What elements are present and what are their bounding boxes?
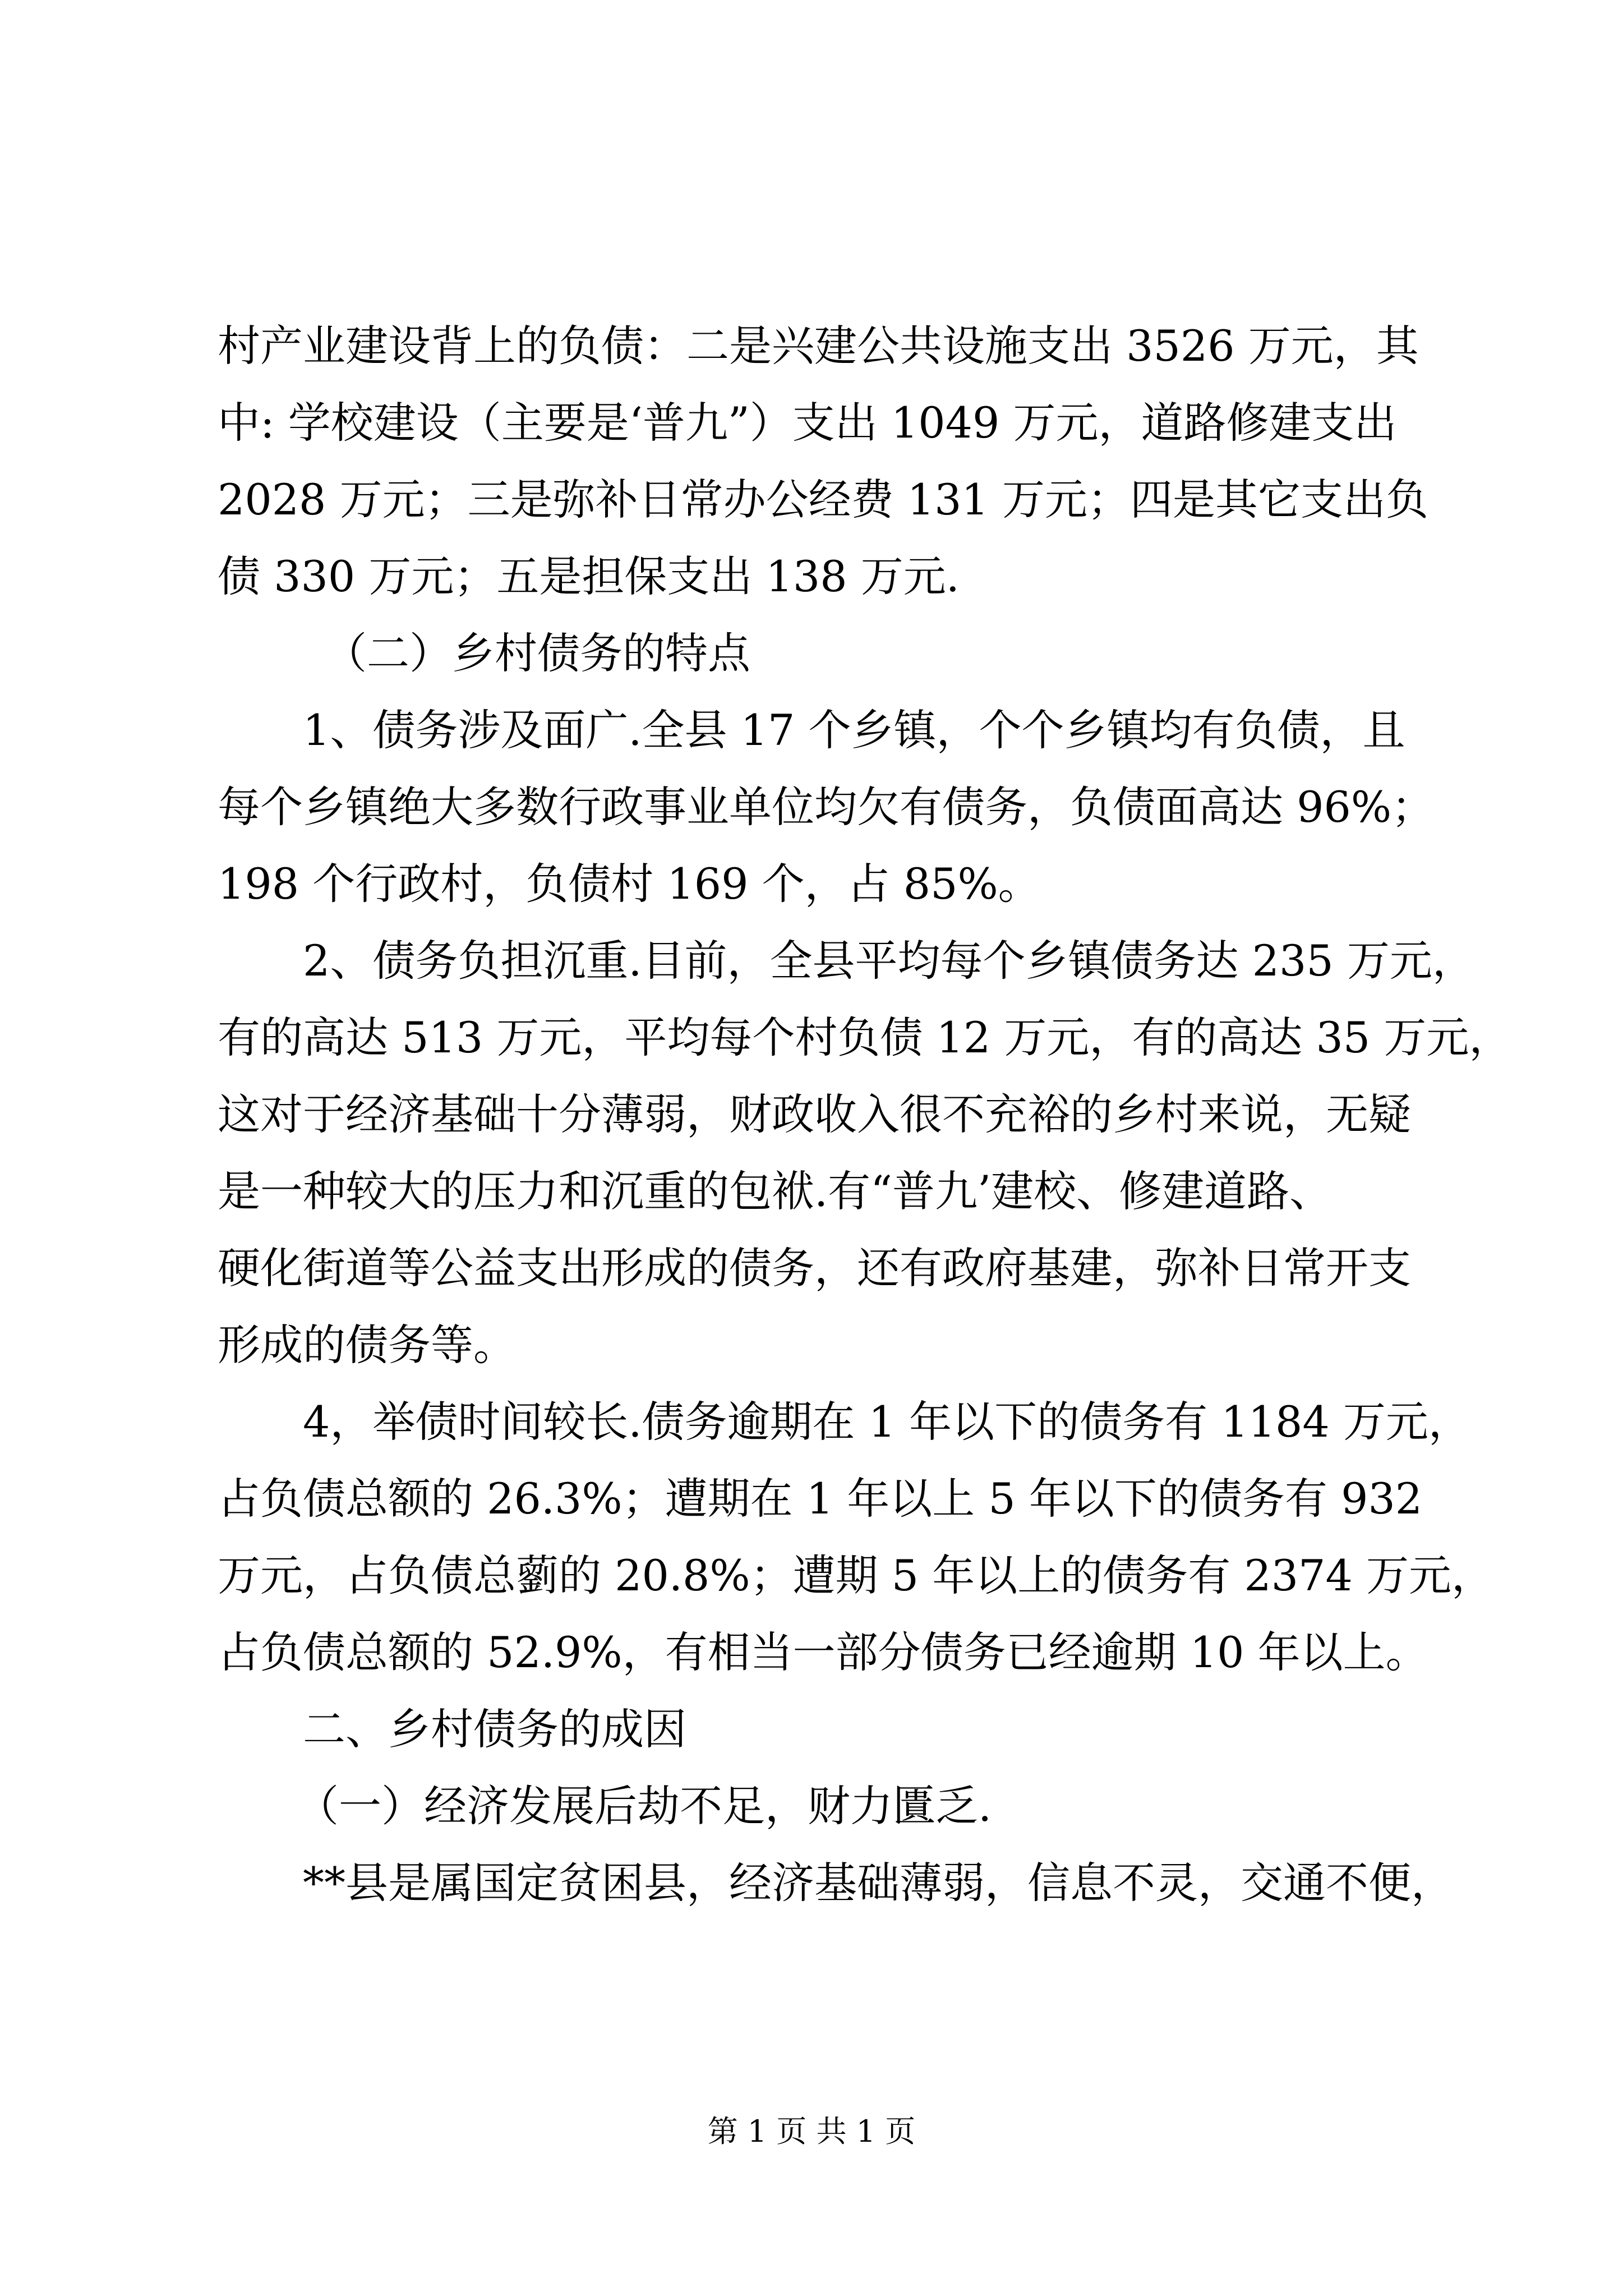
text-line: 占负债总额的 52.9%，有相当一部分债务已经逾期 10 年以上。 [218, 1627, 1428, 1677]
page-footer: 第 1 页 共 1 页 [707, 2114, 916, 2149]
text-line: 是一种较大的压力和沉重的包袱.有“普九’建校、修建道路、 [218, 1166, 1332, 1216]
text-line: 每个乡镇绝大多数行政事业单位均欠有债务，负债面高达 96%； [218, 782, 1435, 832]
text-line: （一）经济发展后劫不足，财力匱乏. [296, 1781, 992, 1831]
text-line: 村产业建设背上的负债：二是兴建公共设施支出 3526 万元，其 [218, 321, 1419, 371]
text-line: 中: 学校建设（主要是‘普九”）支出 1049 万元，道路修建支出 [218, 398, 1397, 448]
text-line: 这对于经济基础十分薄弱，财政收入很不充裕的乡村来说，无疑 [218, 1089, 1411, 1139]
document-body [218, 307, 1512, 1921]
text-line: （二）乡村债务的特点 [324, 628, 750, 678]
text-line: 二、乡村债务的成因 [303, 1704, 686, 1754]
text-line: 硬化街道等公益支出形成的债务，还有政府基建，弥补日常开支 [218, 1243, 1411, 1293]
text-line: 4，举债时间较长.债务逾期在 1 年以下的债务有 1184 万元， [303, 1397, 1471, 1447]
text-line: 2、债务负担沉重.目前，全县平均每个乡镇债务达 235 万元， [303, 936, 1475, 986]
text-line: 占负债总额的 26.3%；遭期在 1 年以上 5 年以下的债务有 932 [218, 1474, 1423, 1524]
text-line: **县是属国定贫困县，经济基础薄弱，信息不灵，交通不便， [303, 1858, 1454, 1908]
text-line: 万元，占负债总藰的 20.8%；遭期 5 年以上的债务有 2374 万元， [218, 1550, 1494, 1600]
text-line: 债 330 万元；五是担保支出 138 万元. [218, 551, 960, 601]
text-line: 1、债务涉及面广.全县 17 个乡镇，个个乡镇均有负债，且 [303, 705, 1405, 755]
text-line: 198 个行政村，负债村 169 个，占 85%。 [218, 859, 1041, 909]
text-line: 有的高达 513 万元，平均每个村负债 12 万元，有的高达 35 万元， [218, 1013, 1512, 1062]
text-line: 形成的债务等。 [218, 1320, 516, 1370]
text-line: 2028 万元；三是弥补日常办公经费 131 万元；四是其它支出负 [218, 475, 1428, 524]
